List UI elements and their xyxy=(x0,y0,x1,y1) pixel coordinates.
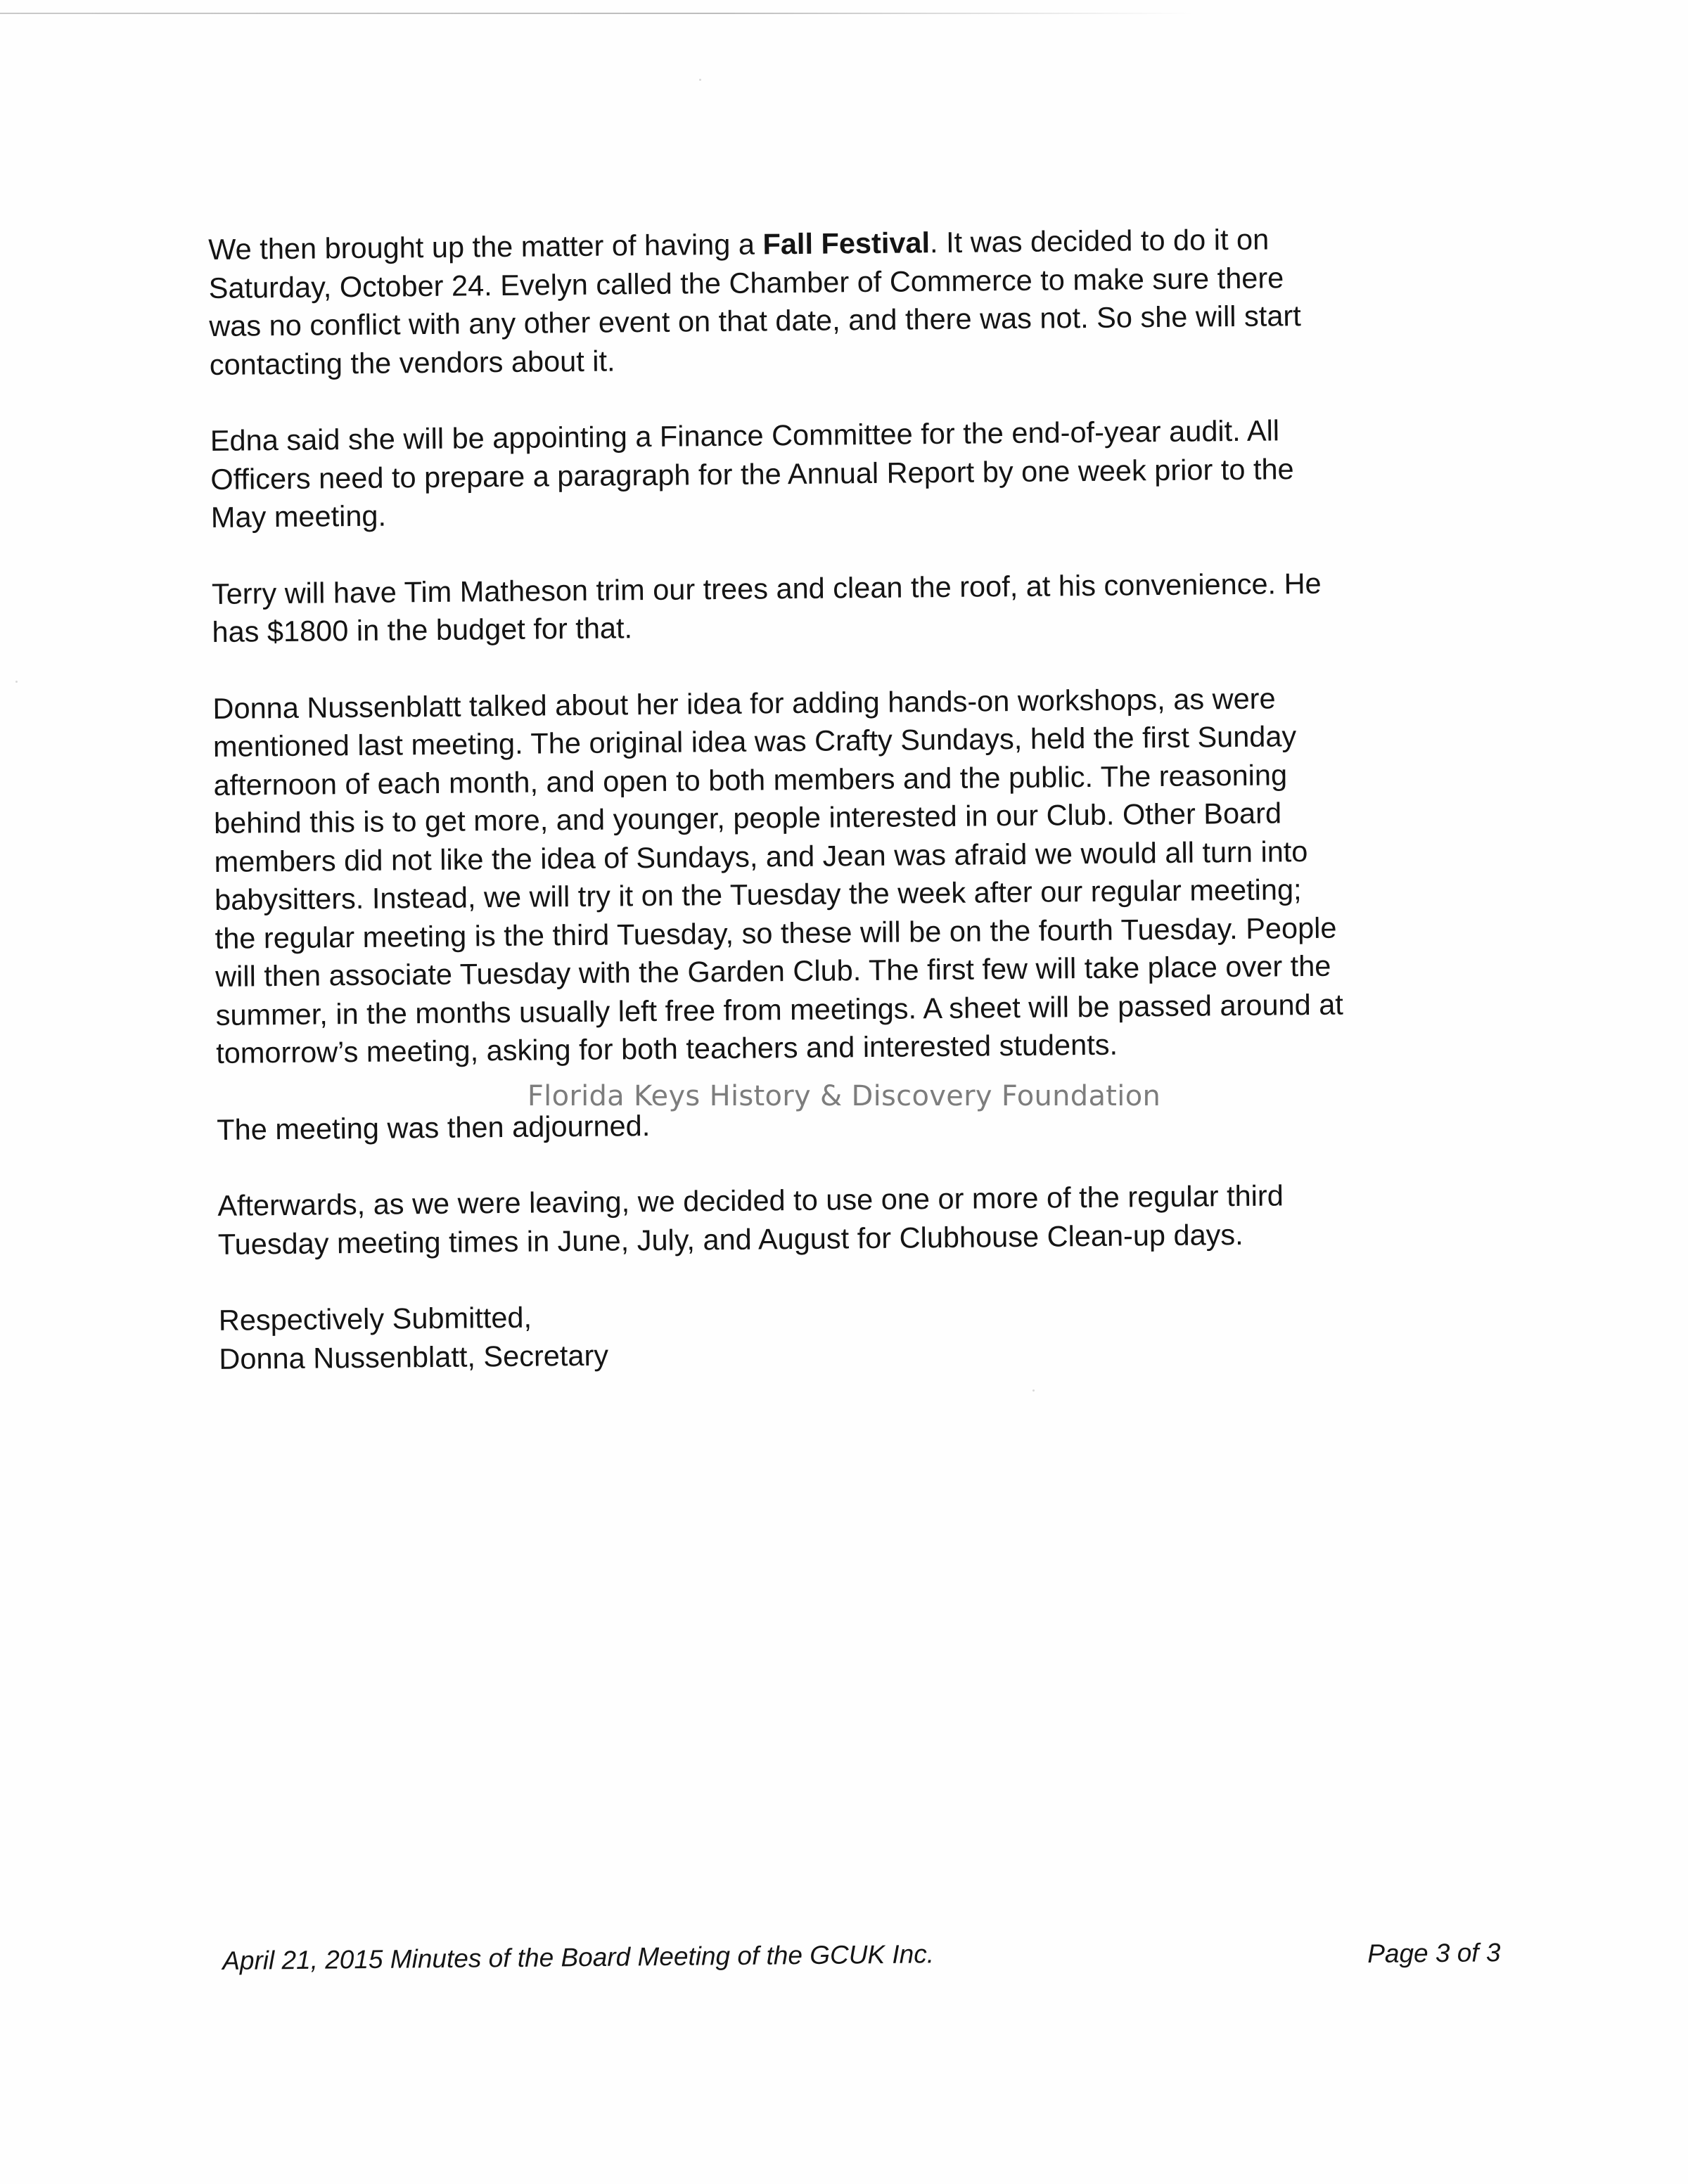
scan-speck xyxy=(699,79,701,81)
paragraph-fall-festival-lead: We then brought up the matter of having a xyxy=(208,227,763,266)
footer-title: April 21, 2015 Minutes of the Board Meeting of the GCUK Inc. xyxy=(222,1939,935,1975)
footer-page-number: Page 3 of 3 xyxy=(1367,1938,1501,1968)
paragraph-finance-committee: Edna said she will be appointing a Finance Committee for the end-of-year audit. All Officers need to prepare a paragraph for the Annual Report by one week prior to the May meeting. xyxy=(210,413,1294,534)
scan-speck xyxy=(15,681,18,683)
closing-line: Respectively Submitted, xyxy=(218,1300,532,1337)
scan-speck xyxy=(1032,1389,1035,1392)
paragraph-workshops: Donna Nussenblatt talked about her idea for adding hands-on workshops, as were mentioned last meeting. The original idea was Crafty Sundays, held the first Sunday afternoon of each month, and open to both members and the public. The reasoning behind this is to get more, and younger, people interested in our Club. Other Board members did not like the idea of Sundays, and Jean was afraid we would all turn into babysitters. Instead, we will try it on the Tuesday the week after our regular meeting; the regular meeting is the third Tuesday, so these will be on the fourth Tuesday. People will then associate Tuesday with the Garden Club. The first few will take place over the summer, in the months usually left free from meetings. A sheet will be passed around at tomorrow’s meeting, asking for both teachers and interested students. xyxy=(212,681,1344,1069)
signature-line: Donna Nussenblatt, Secretary xyxy=(219,1338,609,1375)
paragraph-afterwards: Afterwards, as we were leaving, we decided to use one or more of the regular third Tuesday meeting times in June, July, and August for Clubhouse Clean-up days. xyxy=(217,1178,1284,1261)
paragraph-adjourned: The meeting was then adjourned. xyxy=(217,1108,651,1146)
paragraph-fall-festival-rest: . It was decided to do it on Saturday, October 24. Evelyn called the Chamber of Commerce to make sure there was no conflict with any other event on that date, and there was not. So she will start contacting the vendors about it. xyxy=(208,222,1301,381)
paragraph-fall-festival xyxy=(208,218,1532,384)
scan-edge-line xyxy=(0,13,1196,14)
paragraph-tree-trimming: Terry will have Tim Matheson trim our trees and clean the roof, at his convenience. He has $1800 in the budget for that. xyxy=(211,566,1322,648)
fall-festival-bold: Fall Festival xyxy=(762,226,931,261)
document-body xyxy=(208,218,1542,1378)
watermark: Florida Keys History & Discovery Foundation xyxy=(527,1080,1161,1112)
